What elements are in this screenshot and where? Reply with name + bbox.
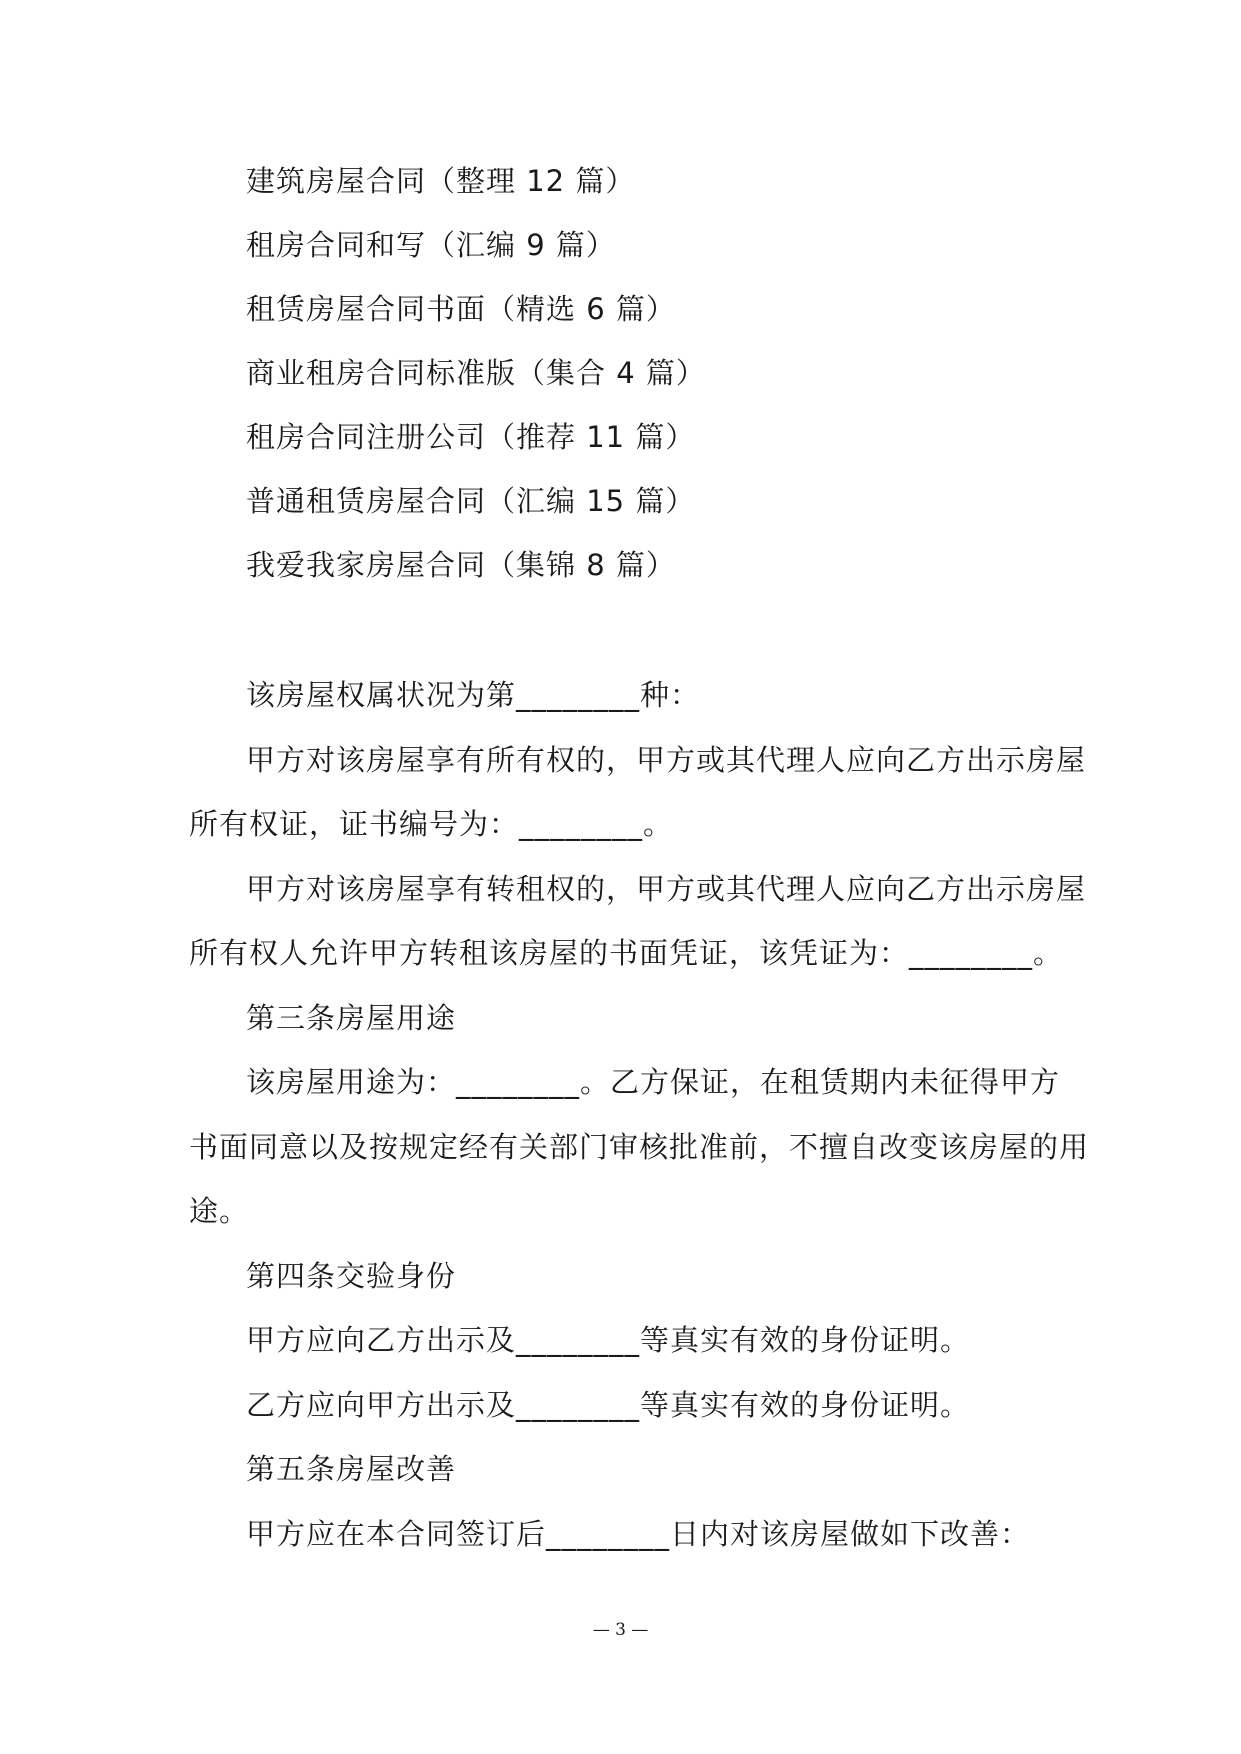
- body-line: 甲方应向乙方出示及________等真实有效的身份证明。: [246, 1323, 971, 1357]
- related-link[interactable]: 租房合同注册公司（推荐 11 篇）: [246, 420, 696, 454]
- body-line: 所有权人允许甲方转租该房屋的书面凭证，该凭证为：________。: [189, 936, 1064, 970]
- section-heading: 第五条房屋改善: [246, 1452, 457, 1486]
- related-link[interactable]: 租赁房屋合同书面（精选 6 篇）: [246, 292, 676, 326]
- body-line: 该房屋权属状况为第________种：: [246, 678, 701, 712]
- body-line: 该房屋用途为：________。乙方保证，在租赁期内未征得甲方: [246, 1065, 1061, 1099]
- section-heading: 第三条房屋用途: [246, 1001, 457, 1035]
- related-link[interactable]: 租房合同和写（汇编 9 篇）: [246, 228, 616, 262]
- body-line: 甲方对该房屋享有所有权的，甲方或其代理人应向乙方出示房屋: [246, 743, 1087, 777]
- related-link[interactable]: 商业租房合同标准版（集合 4 篇）: [246, 356, 706, 390]
- related-link[interactable]: 普通租赁房屋合同（汇编 15 篇）: [246, 484, 696, 518]
- section-heading: 第四条交验身份: [246, 1259, 457, 1293]
- body-line: 书面同意以及按规定经有关部门审核批准前，不擅自改变该房屋的用: [189, 1130, 1090, 1164]
- body-line: 所有权证，证书编号为：________。: [189, 807, 674, 841]
- related-link[interactable]: 我爱我家房屋合同（集锦 8 篇）: [246, 548, 676, 582]
- body-line: 途。: [189, 1194, 250, 1228]
- body-line: 乙方应向甲方出示及________等真实有效的身份证明。: [246, 1388, 971, 1422]
- related-link[interactable]: 建筑房屋合同（整理 12 篇）: [246, 164, 636, 198]
- page-number: — 3 —: [592, 1620, 649, 1640]
- body-line: 甲方应在本合同签订后________日内对该房屋做如下改善：: [246, 1517, 1031, 1551]
- body-line: 甲方对该房屋享有转租权的，甲方或其代理人应向乙方出示房屋: [246, 872, 1087, 906]
